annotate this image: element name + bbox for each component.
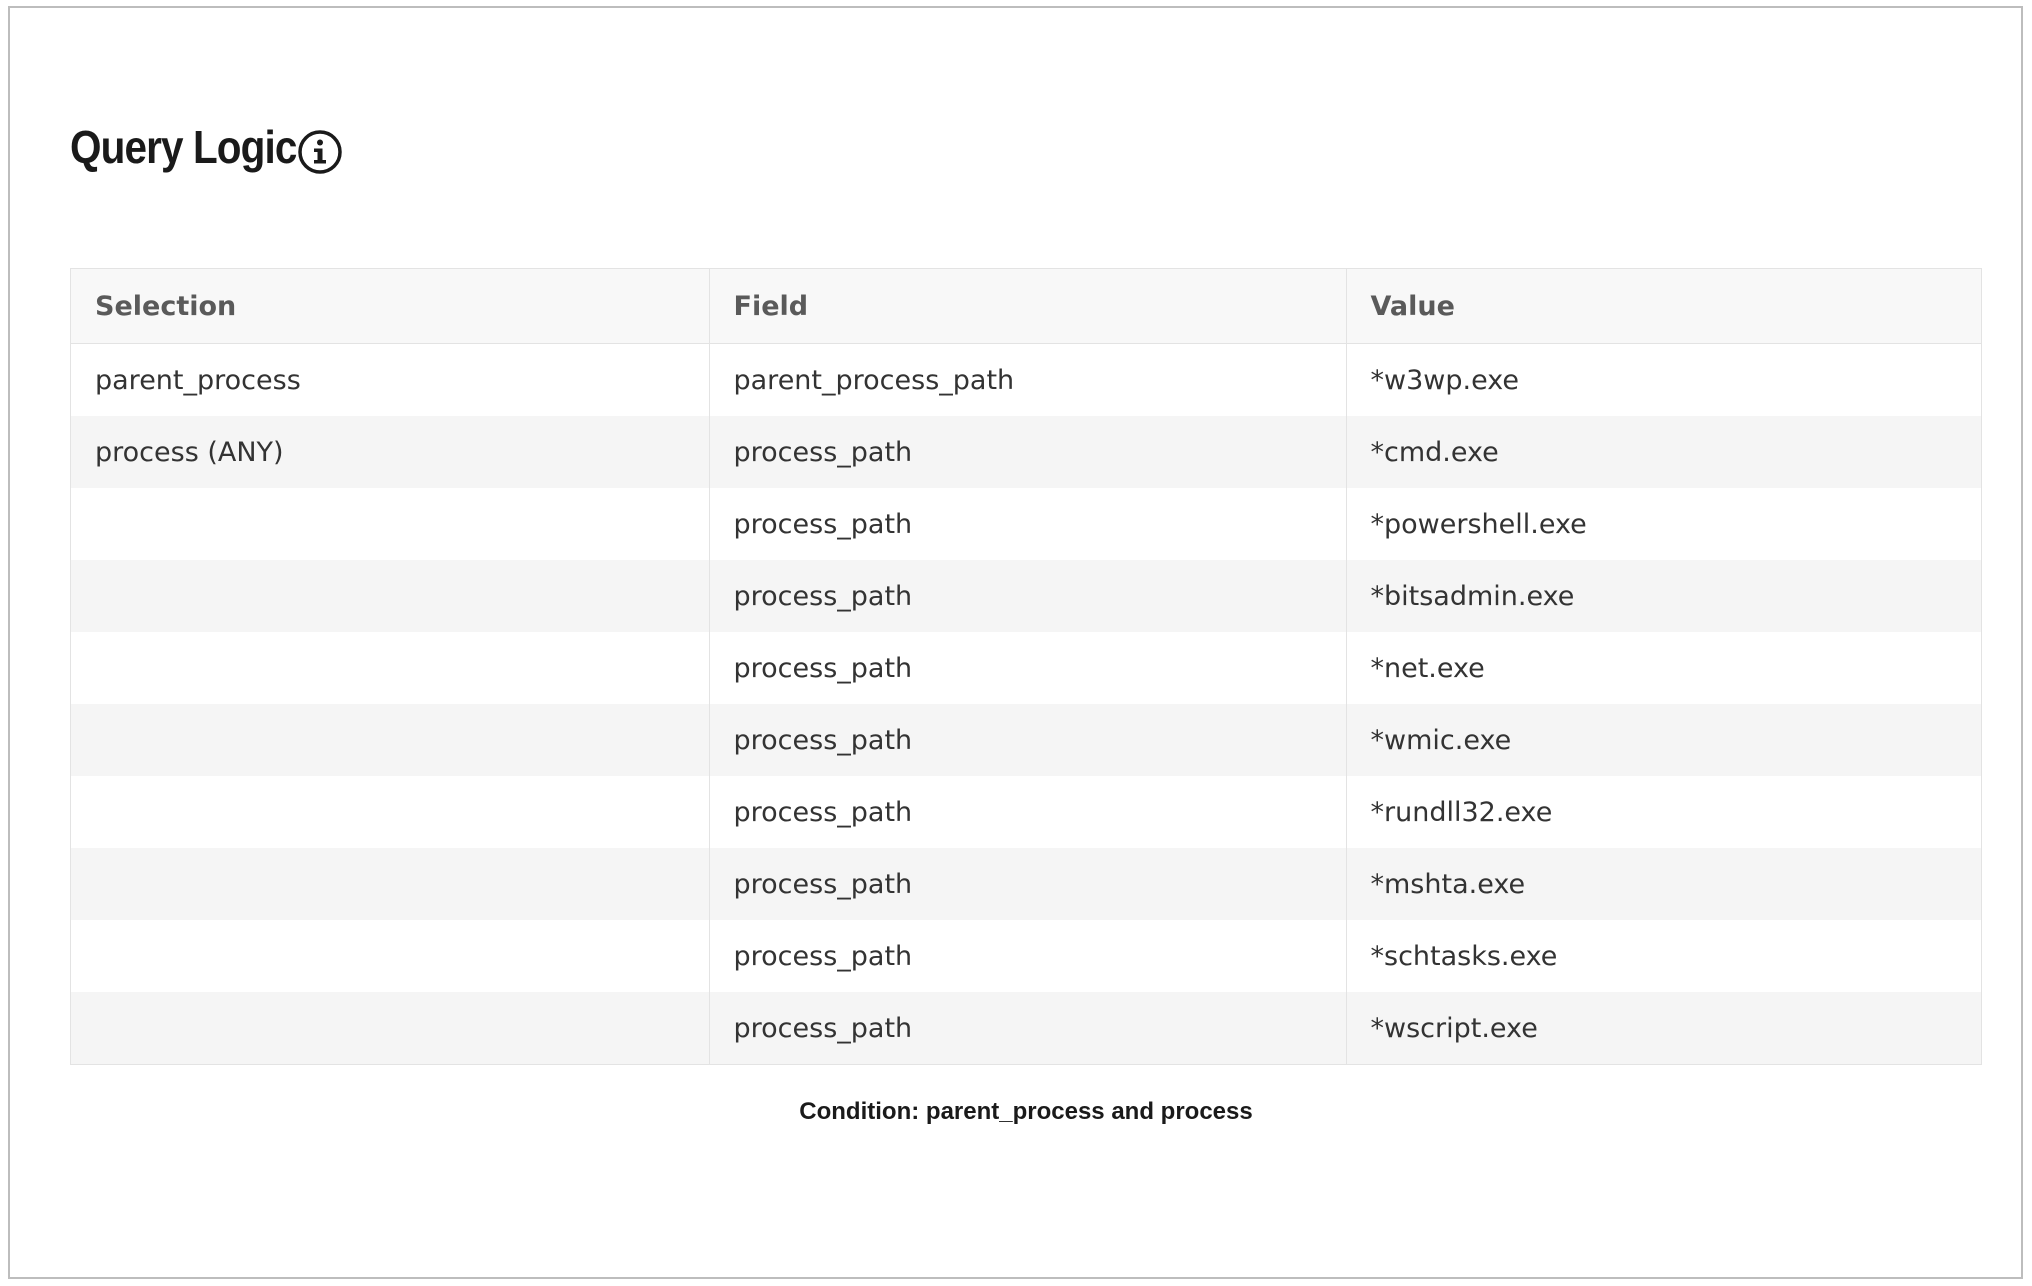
- value-cell: *wscript.exe: [1346, 992, 1981, 1064]
- value-cell: *mshta.exe: [1346, 848, 1981, 920]
- field-cell: process_path: [709, 704, 1346, 776]
- field-cell: process_path: [709, 776, 1346, 848]
- selection-cell: [71, 704, 709, 776]
- field-cell: process_path: [709, 920, 1346, 992]
- value-cell: *wmic.exe: [1346, 704, 1981, 776]
- column-header-selection: Selection: [71, 269, 709, 344]
- field-cell: process_path: [709, 488, 1346, 560]
- field-cell: process_path: [709, 416, 1346, 488]
- table-row: [71, 560, 1981, 632]
- table-row: [71, 992, 1981, 1064]
- column-header-value: Value: [1346, 269, 1981, 344]
- field-cell: process_path: [709, 632, 1346, 704]
- table-row: [71, 416, 1981, 488]
- section-header: [70, 112, 343, 182]
- table-row: [71, 848, 1981, 920]
- table-row: [71, 632, 1981, 704]
- value-cell: *bitsadmin.exe: [1346, 560, 1981, 632]
- selection-cell: [71, 560, 709, 632]
- selection-cell: [71, 776, 709, 848]
- page-title: Query Logic: [70, 121, 297, 173]
- selection-cell: [71, 488, 709, 560]
- info-circle-icon[interactable]: [297, 129, 343, 175]
- selection-cell: [71, 992, 709, 1064]
- field-cell: process_path: [709, 992, 1346, 1064]
- value-cell: *rundll32.exe: [1346, 776, 1981, 848]
- table-row: [71, 776, 1981, 848]
- value-cell: *net.exe: [1346, 632, 1981, 704]
- field-cell: process_path: [709, 848, 1346, 920]
- column-header-field: Field: [709, 269, 1346, 344]
- field-cell: process_path: [709, 560, 1346, 632]
- query-table: [71, 269, 1981, 1064]
- selection-cell: [71, 848, 709, 920]
- selection-cell: process (ANY): [71, 416, 709, 488]
- table-row: [71, 704, 1981, 776]
- value-cell: *powershell.exe: [1346, 488, 1981, 560]
- table-row: [71, 344, 1981, 417]
- selection-cell: parent_process: [71, 344, 709, 417]
- panel-frame: [8, 6, 2023, 1279]
- value-cell: *w3wp.exe: [1346, 344, 1981, 417]
- value-cell: *cmd.exe: [1346, 416, 1981, 488]
- table-header-row: [71, 269, 1981, 344]
- selection-cell: [71, 632, 709, 704]
- field-cell: parent_process_path: [709, 344, 1346, 417]
- query-logic-table: [70, 268, 1982, 1065]
- table-row: [71, 920, 1981, 992]
- condition-text: Condition: parent_process and process: [799, 1098, 1253, 1125]
- table-row: [71, 488, 1981, 560]
- selection-cell: [71, 920, 709, 992]
- value-cell: *schtasks.exe: [1346, 920, 1981, 992]
